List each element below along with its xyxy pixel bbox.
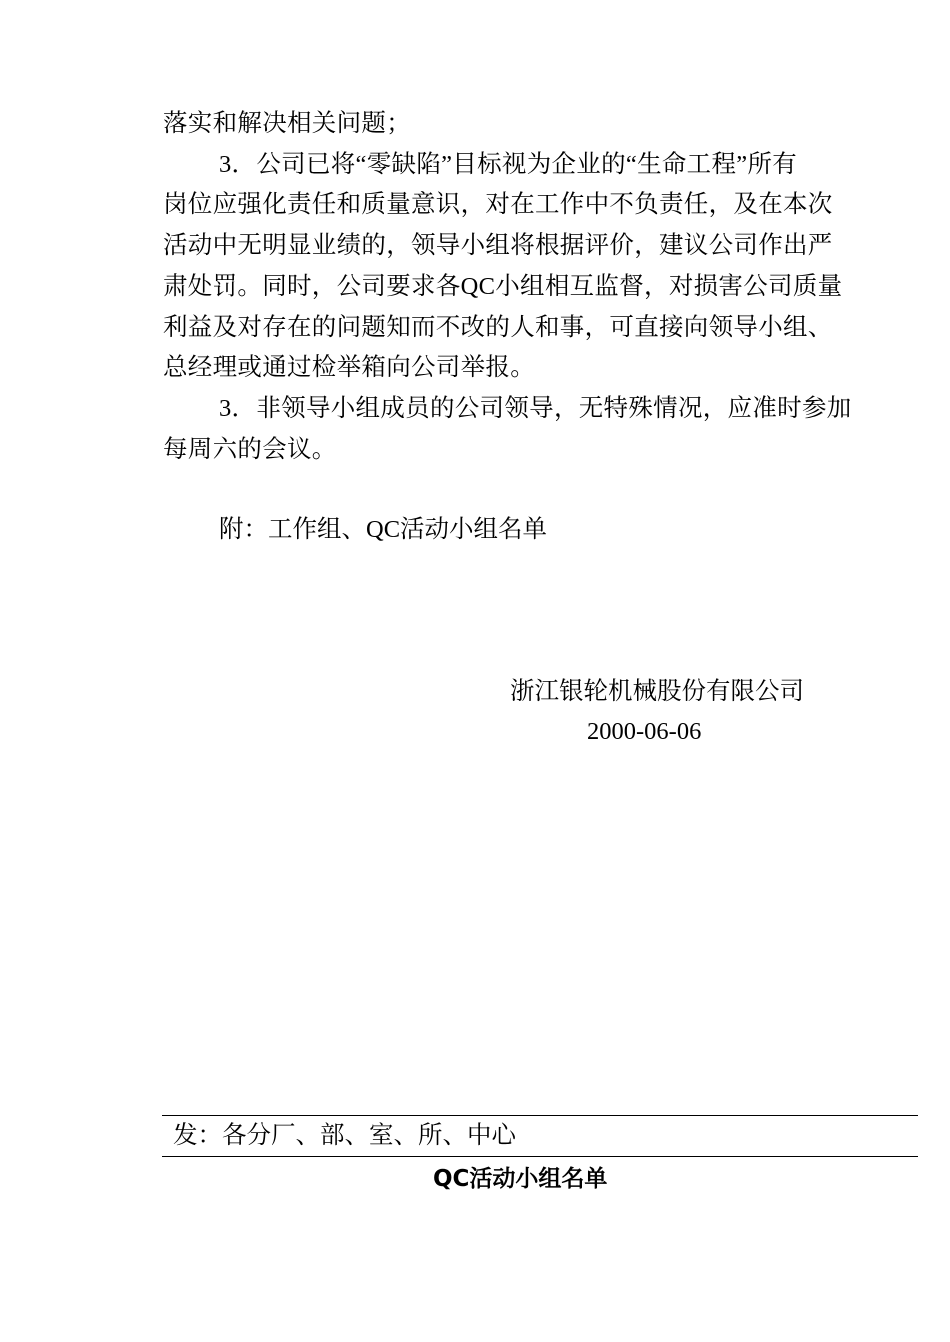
body-text — [163, 104, 923, 470]
divider-bottom — [162, 1156, 918, 1157]
paragraph-line: 利益及对存在的问题知而不改的人和事，可直接向领导小组、 — [163, 313, 833, 341]
list-title: QC活动小组名单 — [433, 1166, 608, 1192]
paragraph-line: 总经理或通过检举箱向公司举报。 — [163, 354, 535, 382]
document-date: 2000-06-06 — [587, 718, 702, 745]
distribution-list: 发：各分厂、部、室、所、中心 — [173, 1122, 516, 1149]
attachment-note: 附：工作组、QC活动小组名单 — [219, 516, 548, 543]
paragraph-line: 活动中无明显业绩的，领导小组将根据评价，建议公司作出严 — [163, 232, 833, 260]
paragraph-line: 3．非领导小组成员的公司领导，无特殊情况，应准时参加 — [219, 394, 852, 422]
divider-top — [162, 1115, 918, 1116]
paragraph-line: 岗位应强化责任和质量意识，对在工作中不负责任，及在本次 — [163, 191, 833, 219]
paragraph-line: 每周六的会议。 — [163, 435, 337, 463]
company-name: 浙江银轮机械股份有限公司 — [510, 678, 804, 705]
paragraph-line: 落实和解决相关问题； — [163, 110, 411, 137]
paragraph-line: 肃处罚。同时，公司要求各QC小组相互监督，对损害公司质量 — [163, 272, 843, 300]
paragraph-line: 3．公司已将“零缺陷”目标视为企业的“生命工程”所有 — [219, 150, 798, 178]
